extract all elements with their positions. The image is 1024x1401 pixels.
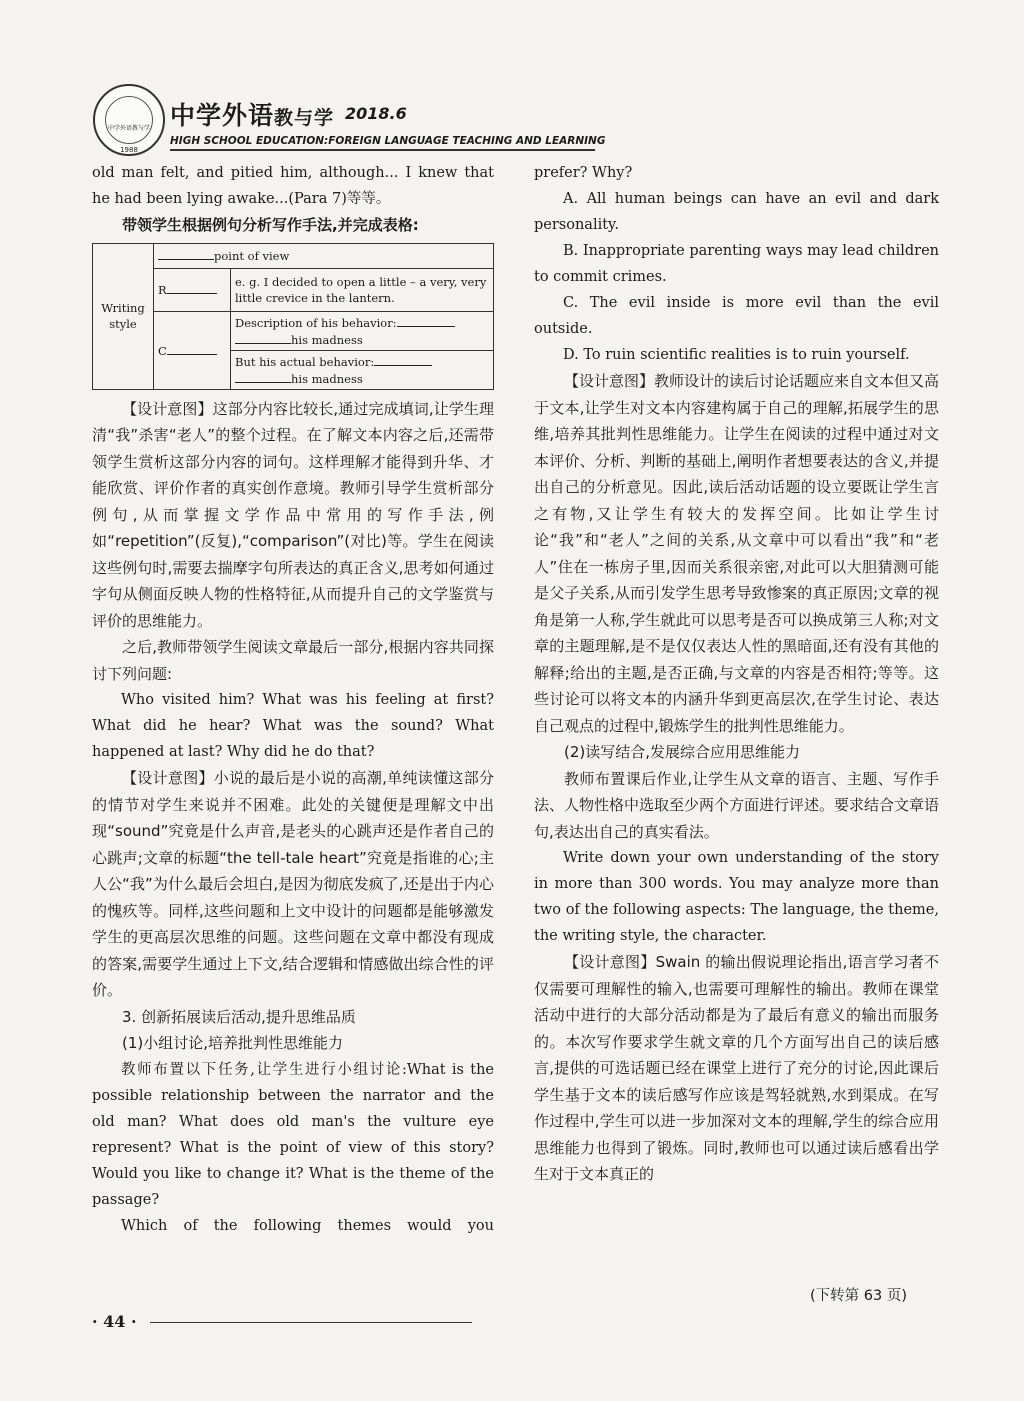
journal-title-main: 中学外语: [170, 101, 275, 130]
journal-title-en: HIGH SCHOOL EDUCATION:FOREIGN LANGUAGE TEACHING AND LEARNING: [170, 135, 606, 147]
c-madness1: his madness: [291, 332, 363, 347]
c-desc: Description of his behavior:: [235, 315, 397, 330]
c-actual-blank: [374, 353, 432, 366]
right-p5: 【设计意图】Swain 的输出假说理论指出,语言学习者不仅需要可理解性的输入,也需要可理解性的输出。教师在课堂活动中进行的大部分活动都是为了最后有意义的输出而服务的。本次写作要求学生就文章的几个方面写出自己的读后感言,提供的可选话题已经在课堂上进行了充分的讨论,因此课后学生基于文本的读后感写作应该是驾轻就熟,水到渠成。在写作过程中,学生可以进一步加深对文本的理解,学生的综合应用思维能力也得到了锻炼。同时,教师也可以通过读后感看出学生对于文本真正的: [534, 953, 939, 1183]
left-p5: Who visited him? What was his feeling at first? What did he hear? What was the sound? What happened at last? Why did he do that?: [92, 692, 494, 760]
journal-title-cn: [170, 96, 334, 132]
left-column: [92, 160, 494, 1239]
left-p3: 【设计意图】这部分内容比较长,通过完成填词,让学生理清“我”杀害“老人”的整个过程。在了解文本内容之后,还需带领学生赏析这部分内容的词句。这样理解才能得到升华、才能欣赏、评价作者的真实创作意境。教师引导学生赏析部分例句,从而掌握文学作品中常用的写作手法,例如“repetition”(反复),“comparison”(对比)等。学生在阅读这些例句时,需要去揣摩字句所表达的真正含义,思考如何通过字句从侧面反映人物的性格特征,从而提升自己的文学鉴赏与评价的思维能力。: [92, 399, 494, 630]
c-madness2: his madness: [291, 371, 363, 386]
left-h3-1: (1)小组讨论,培养批判性思维能力: [122, 1034, 344, 1052]
writing-style-table: [92, 243, 494, 390]
right-p2: 【设计意图】教师设计的读后讨论话题应来自文本但又高于文本,让学生对文本内容建构属于自己的理解,拓展学生的思维,培养其批判性思维能力。让学生在阅读的过程中通过对文本评价、分析、判断的基础上,阐明作者想要表达的含义,并提出自己的分析意见。因此,读后活动话题的设立要既让学生言之有物,又让学生有较大的发挥空间。比如让学生讨论“我”和“老人”之间的关系,从文章中可以看出“我”和“老人”住在一栋房子里,因而关系很亲密,对此可以大胆猜测可能是父子关系,从而引发学生思考导致惨案的真正原因;文章的视角是第一人称,学生就此可以思考是否可以换成第三人称;对文章的主题理解,是不是仅仅表达人性的黑暗面,还有没有其他的解释;给出的主题,是否正确,与文章的内容是否相符;等等。这些讨论可以将文本的内涵升华到更高层次,在学生讨论、表达自己观点的过程中,锻炼学生的批判性思维能力。: [534, 372, 940, 735]
logo-year: 1988: [120, 146, 138, 154]
header-rule: [170, 149, 595, 151]
logo-text: 中学外语教与学: [107, 125, 150, 132]
continued-note: (下转第 63 页): [810, 1288, 907, 1304]
option-a: A. All human beings can have an evil and dark personality.: [534, 191, 939, 233]
left-p1: old man felt, and pitied him, although... I knew that he had been lying awake...(Para 7)等等。: [92, 165, 494, 207]
left-p8: Which of the following themes would you: [121, 1217, 494, 1234]
table-row-header: Writing style: [93, 243, 154, 389]
right-p1: prefer? Why?: [534, 165, 633, 181]
c-desc-blank: [397, 314, 455, 327]
right-h2: (2)读写结合,发展综合应用思维能力: [564, 743, 801, 761]
r-example: e. g. I decided to open a little – a very, very little crevice in the lantern.: [231, 268, 494, 311]
page-number: · 44 ·: [92, 1312, 137, 1331]
r-label: R: [158, 283, 167, 297]
option-c: C. The evil inside is more evil than the evil outside.: [534, 295, 939, 337]
right-p3: 教师布置课后作业,让学生从文章的语言、主题、写作手法、人物性格中选取至少两个方面进行评述。要求结合文章语句,表达出自己的真实看法。: [534, 769, 940, 841]
left-p2: 带领学生根据例句分析写作手法,并完成表格:: [122, 216, 419, 234]
journal-title-small: 教与学: [274, 107, 335, 129]
left-p4: 之后,教师带领学生阅读文章最后一部分,根据内容共同探讨下列问题:: [92, 638, 494, 683]
c-actual: But his actual behavior:: [235, 354, 375, 369]
option-d: D. To ruin scientific realities is to ruin yourself.: [563, 347, 910, 363]
issue-number: 2018.6: [345, 104, 407, 123]
c-blank: [167, 342, 217, 355]
c-label: C: [158, 343, 167, 358]
right-p4: Write down your own understanding of the story in more than 300 words. You may analyze more than two of the following aspects: The language, the theme, the writing style, the character.: [534, 850, 939, 944]
journal-logo: [93, 84, 165, 156]
r-blank: [167, 281, 217, 294]
option-b: B. Inappropriate parenting ways may lead children to commit crimes.: [534, 243, 939, 285]
pov-blank: [158, 247, 214, 260]
right-column: [534, 160, 939, 1188]
footer-rule: [150, 1322, 472, 1323]
c-madness1-blank: [235, 331, 291, 344]
pov-label: point of view: [214, 249, 290, 263]
left-h3: 3. 创新拓展读后活动,提升思维品质: [122, 1007, 356, 1026]
c-madness2-blank: [235, 370, 291, 383]
left-p6: 【设计意图】小说的最后是小说的高潮,单纯读懂这部分的情节对学生来说并不困难。此处的关键便是理解文中出现“sound”究竟是什么声音,是老头的心跳声还是作者自己的心跳声;文章的标题“the tell-tale heart”究竟是指谁的心;主人公“我”为什么最后会坦白,是因为彻底发疯了,还是出于内心的愧疚等。同样,这些问题和上文中设计的问题都是能够激发学生的更高层次思维的问题。这些问题在文章中都没有现成的答案,需要学生通过上下文,结合逻辑和情感做出综合性的评价。: [92, 769, 494, 999]
left-p7: 教师布置以下任务,让学生进行小组讨论:What is the possible relationship between the narrator and the old man? What does old man's the vulture eye represent? What is the point of view of this story? Would you like to change it? What is the theme of the passage?: [92, 1061, 494, 1208]
